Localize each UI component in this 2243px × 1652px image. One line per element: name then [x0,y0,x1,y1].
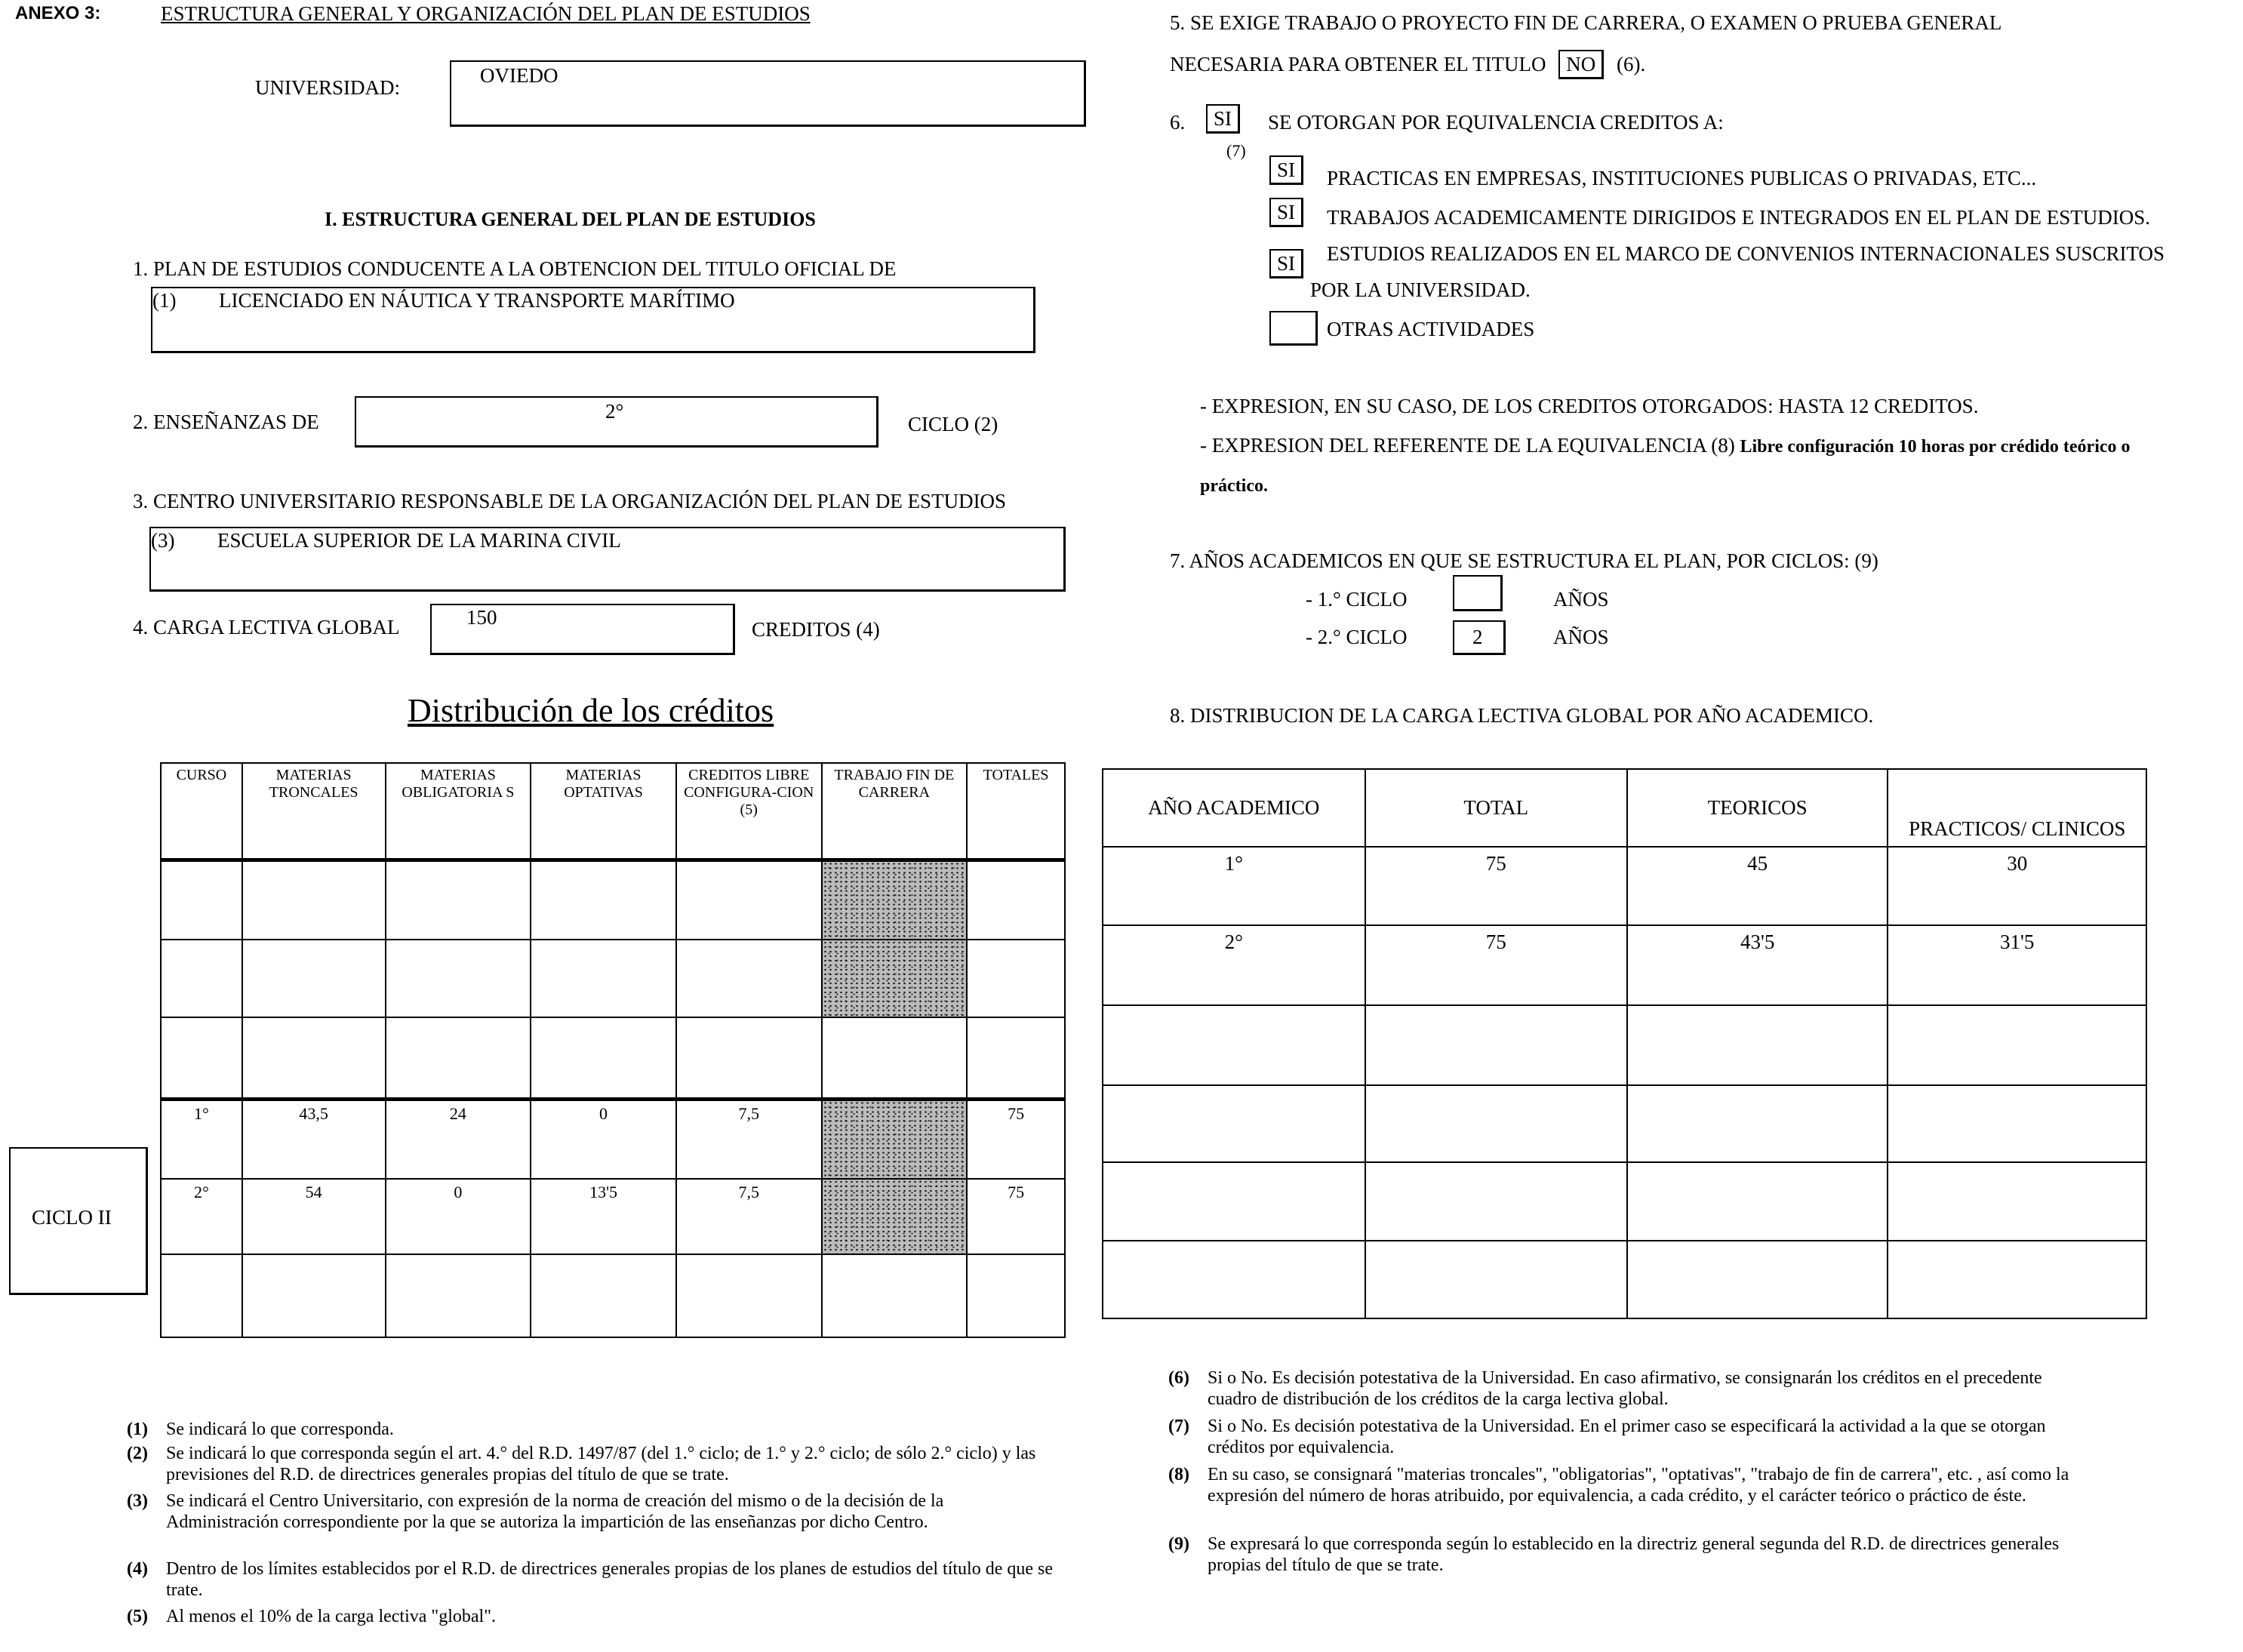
col-header: CURSO [161,763,242,860]
distribution-table [160,762,1066,1338]
col-header: TOTALES [967,763,1065,860]
q6-answer-box: SI [1206,104,1240,134]
table-cell [1103,1085,1365,1162]
table-row [161,1254,1065,1337]
table-cell: 7,5 [676,1179,822,1254]
q6-number: 6. [1170,111,1186,134]
table-cell [1888,1241,2146,1318]
footnote-text: Al menos el 10% de la carga lectiva "global". [166,1607,497,1626]
q1-note: (1) [152,289,177,312]
q6-item-mark: SI [1269,198,1303,227]
table-cell: 1° [1103,847,1365,925]
table-cell: 30 [1888,847,2146,925]
table-cell [967,860,1065,940]
q6-note: (7) [1226,141,1246,160]
q6-item-mark-empty [1269,311,1318,346]
table-cell-shaded [822,1179,968,1254]
footnote-number: (4) [127,1559,148,1579]
table-cell [676,940,822,1017]
table-cell [242,940,386,1017]
q2-label: 2. ENSEÑANZAS DE [133,411,319,433]
table-cell [1888,1005,2146,1085]
table-cell [1365,1162,1627,1241]
table-cell: 2° [1103,925,1365,1005]
table-cell [386,1254,531,1337]
footnote-number: (2) [127,1444,148,1463]
table-cell: 1° [161,1099,242,1179]
table-cell: 24 [386,1099,531,1179]
table-cell [161,940,242,1017]
q5-line1: 5. SE EXIGE TRABAJO O PROYECTO FIN DE CARRERA, O EXAMEN O PRUEBA GENERAL [1170,11,2002,34]
q7-cycle2: - 2.° CICLO [1306,626,1408,648]
table-cell [531,940,676,1017]
q7-years-2: AÑOS [1553,626,1609,648]
table-cell [676,860,822,940]
q6-label: SE OTORGAN POR EQUIVALENCIA CREDITOS A: [1268,111,1724,134]
table-cell [161,1254,242,1337]
q8-label: 8. DISTRIBUCION DE LA CARGA LECTIVA GLOBAL POR AÑO ACADEMICO. [1170,704,1874,727]
footnote-number: (3) [127,1491,148,1511]
q6-expr2-cont: práctico. [1200,476,1268,496]
table-cell [1365,1241,1627,1318]
table-cell [386,1017,531,1099]
table-cell [1627,1241,1888,1318]
footnote-text: Dentro de los límites establecidos por el R.D. de directrices generales propias de los planes de estudios del título de que se trate. [166,1559,1054,1600]
table-cell: 75 [967,1099,1065,1179]
table-cell [161,860,242,940]
table-cell [1103,1005,1365,1085]
table-cell [822,1017,968,1099]
q6-item-text: PRACTICAS EN EMPRESAS, INSTITUCIONES PUBLICAS O PRIVADAS, ETC... [1327,167,2037,189]
table-cell-shaded [822,940,968,1017]
table-cell: 2° [161,1179,242,1254]
col-header: TOTAL [1365,769,1627,847]
cycle-label-box [9,1147,148,1295]
footnote-text: Si o No. Es decisión potestativa de la Universidad. En caso afirmativo, se consignarán los créditos en el precedente cuadro de distribución de los créditos de la carga lectiva global. [1208,1368,2042,1409]
q6-item-text: TRABAJOS ACADEMICAMENTE DIRIGIDOS E INTEGRADOS EN EL PLAN DE ESTUDIOS. [1327,206,2150,229]
cycle-label: CICLO II [32,1206,112,1229]
table-row [1103,1085,2146,1162]
table-cell [676,1017,822,1099]
q5-note: (6). [1617,53,1646,75]
table-row [1103,1162,2146,1241]
q8-table [1102,768,2147,1319]
university-label: UNIVERSIDAD: [255,76,400,99]
table-cell [1627,1085,1888,1162]
table-cell [531,860,676,940]
q3-field [149,527,1066,592]
col-header: MATERIAS OPTATIVAS [531,763,676,860]
table-cell [967,1254,1065,1337]
q7-cycle2-value: 2 [1472,626,1483,648]
q8-header-row [1103,769,2146,847]
table-cell [531,1017,676,1099]
q4-label: 4. CARGA LECTIVA GLOBAL [133,616,400,638]
footnote-text: En su caso, se consignará "materias troncales", "obligatorias", "optativas", "trabajo de fin de carrera", etc. , así como la expresión del número de horas atribuido, por equivalencia, a cada crédito, y el carácter teórico o práctico de éste. [1208,1465,2069,1506]
table-row [1103,1241,2146,1318]
table-cell [967,940,1065,1017]
q6-expr1: - EXPRESION, EN SU CASO, DE LOS CREDITOS OTORGADOS: HASTA 12 CREDITOS. [1200,395,1979,417]
table-cell-shaded [822,1099,968,1179]
col-header: AÑO ACADEMICO [1103,769,1365,847]
table-row [161,860,1065,940]
table-cell: 0 [531,1099,676,1179]
footnotes-right [1168,1367,2097,1617]
q6-item-mark: SI [1269,249,1303,278]
footnote-text: Se indicará el Centro Universitario, con expresión de la norma de creación del mismo o de la decisión de la Administración correspondiente por la que se autoriza la impartición de las enseñanzas por dicho Centro. [166,1491,944,1532]
col-header: PRACTICOS/ CLINICOS [1888,769,2146,847]
q6-item-text-cont: POR LA UNIVERSIDAD. [1310,278,1531,301]
table-cell [1888,1085,2146,1162]
q5-answer-box: NO [1558,50,1604,79]
col-header: CREDITOS LIBRE CONFIGURA-CION (5) [676,763,822,860]
q7-cycle1-field [1453,575,1503,611]
col-header: MATERIAS TRONCALES [242,763,386,860]
q6-item-text: OTRAS ACTIVIDADES [1327,318,1535,340]
table-cell: 75 [1365,847,1627,925]
q6-item-text: ESTUDIOS REALIZADOS EN EL MARCO DE CONVENIOS INTERNACIONALES SUSCRITOS [1327,242,2165,265]
footnote-text: Se expresará lo que corresponda según lo establecido en la directriz general segunda del R.D. de directrices generales propias del título de que se trate. [1208,1534,2060,1575]
table-cell-shaded [822,860,968,940]
table-row [161,1179,1065,1254]
q7-cycle1: - 1.° CICLO [1306,588,1408,611]
footnote-number: (6) [1168,1368,1189,1388]
section-title: I. ESTRUCTURA GENERAL DEL PLAN DE ESTUDIOS [325,208,816,230]
q4-field [430,604,735,655]
distribution-header-row [161,763,1065,860]
q2-field [355,396,878,448]
distribution-title: Distribución de los créditos [408,692,774,729]
table-cell: 13'5 [531,1179,676,1254]
table-cell: 75 [1365,925,1627,1005]
footnotes-left [127,1419,1063,1645]
q6-expr2 [1200,433,2131,459]
table-cell: 0 [386,1179,531,1254]
col-header: TRABAJO FIN DE CARRERA [822,763,968,860]
q4-suffix: CREDITOS (4) [752,618,880,641]
table-cell [967,1017,1065,1099]
table-cell: 75 [967,1179,1065,1254]
q6-item-mark: SI [1269,155,1303,185]
university-field [450,60,1086,127]
q2-suffix: CICLO (2) [908,413,998,435]
table-cell: 54 [242,1179,386,1254]
table-cell [1365,1005,1627,1085]
footnote-text: Se indicará lo que corresponda según el art. 4.° del R.D. 1497/87 (del 1.° ciclo; de 1.° y 2.° ciclo; de sólo 2.° ciclo) y las previsiones del R.D. de directrices generales propias del título de que se trate. [166,1444,1036,1484]
table-row [161,940,1065,1017]
q1-label: 1. PLAN DE ESTUDIOS CONDUCENTE A LA OBTENCION DEL TITULO OFICIAL DE [133,257,897,280]
table-cell [242,1254,386,1337]
q7-years-1: AÑOS [1553,588,1609,611]
table-cell: 31'5 [1888,925,2146,1005]
table-row [161,1099,1065,1179]
table-cell: 7,5 [676,1099,822,1179]
table-cell [386,940,531,1017]
q3-label: 3. CENTRO UNIVERSITARIO RESPONSABLE DE LA ORGANIZACIÓN DEL PLAN DE ESTUDIOS [133,490,1007,512]
table-cell [1365,1085,1627,1162]
table-cell [531,1254,676,1337]
footnote-text: Si o No. Es decisión potestativa de la Universidad. En el primer caso se especificará la actividad a la que se otorgan créditos por equivalencia. [1208,1417,2046,1457]
table-cell [1103,1162,1365,1241]
table-row [1103,1005,2146,1085]
footnote-number: (1) [127,1420,148,1439]
table-cell [242,860,386,940]
footnote-text: Se indicará lo que corresponda. [166,1420,394,1439]
footnote-number: (9) [1168,1534,1189,1554]
table-cell [1627,1162,1888,1241]
table-row [161,1017,1065,1099]
footnote-number: (5) [127,1607,148,1626]
table-row [1103,847,2146,925]
table-cell: 43'5 [1627,925,1888,1005]
q7-label: 7. AÑOS ACADEMICOS EN QUE SE ESTRUCTURA EL PLAN, POR CICLOS: (9) [1170,549,1878,572]
annex-title: ESTRUCTURA GENERAL Y ORGANIZACIÓN DEL PLAN DE ESTUDIOS [161,2,811,25]
table-cell [242,1017,386,1099]
q2-value: 2° [605,400,624,423]
table-cell: 43,5 [242,1099,386,1179]
q7-cycle2-field [1453,620,1506,655]
footnote [127,1419,1063,1441]
footnote-number: (7) [1168,1417,1189,1436]
annex-label: ANEXO 3: [15,3,101,23]
q1-field [151,287,1035,353]
q5-line2 [1170,50,1645,79]
q6-expr2-value: Libre configuración 10 horas por crédido teórico o [1740,437,2131,457]
table-cell [1888,1162,2146,1241]
q1-value: LICENCIADO EN NÁUTICA Y TRANSPORTE MARÍTIMO [219,289,735,312]
q6-expr2-label: - EXPRESION DEL REFERENTE DE LA EQUIVALENCIA (8) [1200,434,1735,457]
q3-note: (3) [151,529,175,552]
table-cell [822,1254,968,1337]
table-cell [1103,1241,1365,1318]
q5-line2-text: NECESARIA PARA OBTENER EL TITULO [1170,53,1546,75]
table-cell: 45 [1627,847,1888,925]
footnote-number: (8) [1168,1465,1189,1484]
university-value: OVIEDO [480,64,558,87]
table-cell [1627,1005,1888,1085]
table-cell [676,1254,822,1337]
q3-value: ESCUELA SUPERIOR DE LA MARINA CIVIL [217,529,621,552]
table-cell [161,1017,242,1099]
q4-value: 150 [466,606,497,629]
table-cell [386,860,531,940]
col-header: MATERIAS OBLIGATORIA S [386,763,531,860]
table-row [1103,925,2146,1005]
col-header: TEORICOS [1627,769,1888,847]
